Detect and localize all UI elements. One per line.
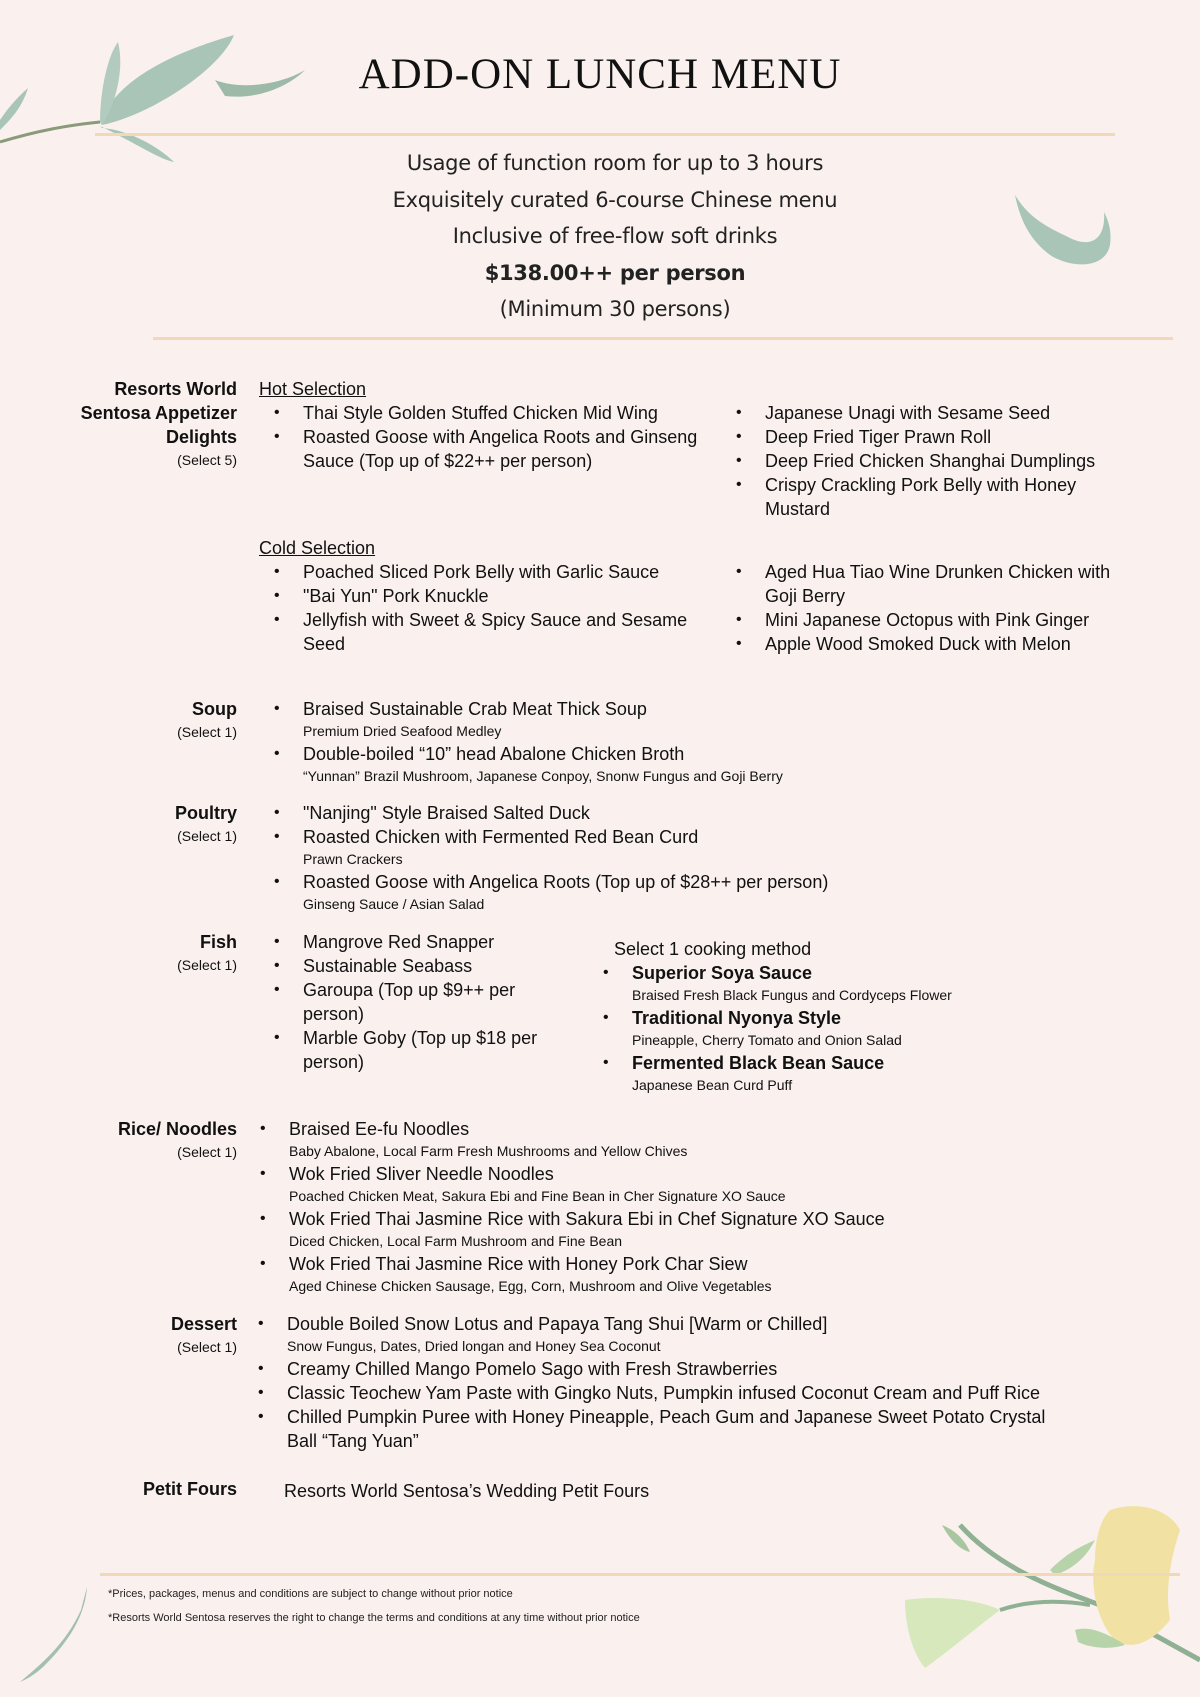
select-note: (Select 5) <box>177 452 237 468</box>
item-desc: “Yunnan” Brazil Mushroom, Japanese Conpoy, Snonw Fungus and Goji Berry <box>303 768 783 784</box>
summary-line: Usage of function room for up to 3 hours <box>406 151 824 175</box>
fish-list <box>259 930 559 1074</box>
item-name: Chilled Pumpkin Puree with Honey Pineapple, Peach Gum and Japanese Sweet Potato Crystal Ball “Tang Yuan” <box>287 1407 1046 1451</box>
item-desc: Premium Dried Seafood Medley <box>303 723 502 739</box>
list-item: • Mini Japanese Octopus with Pink Ginger <box>721 608 1141 632</box>
item-desc: Ginseng Sauce / Asian Salad <box>303 896 485 912</box>
label-text: Dessert <box>170 1314 237 1334</box>
list-item <box>259 801 1059 825</box>
select-note: (Select 1) <box>177 957 237 973</box>
package-summary <box>0 145 1200 328</box>
list-item: • Crispy Crackling Pork Belly with Honey Mustard <box>721 473 1141 521</box>
section-label <box>81 377 237 471</box>
list-item <box>245 1162 1145 1206</box>
label-line: Resorts World <box>114 379 237 399</box>
list-item: • Roasted Goose with Angelica Roots and Ginseng Sauce (Top up of $22++ per person) <box>259 425 699 473</box>
list-item: • Thai Style Golden Stuffed Chicken Mid Wing <box>259 401 699 425</box>
list-item <box>245 1207 1145 1251</box>
list-item <box>245 1117 1145 1161</box>
hot-right-list <box>721 401 1141 521</box>
item-name: Traditional Nyonya Style <box>632 1008 842 1028</box>
item-name: Fermented Black Bean Sauce <box>632 1053 885 1073</box>
section-label <box>118 1117 237 1163</box>
poultry-list <box>259 801 1059 915</box>
dessert-list <box>243 1312 1073 1453</box>
list-item: • Mangrove Red Snapper <box>259 930 559 954</box>
item-desc: Aged Chinese Chicken Sausage, Egg, Corn, Mushroom and Olive Vegetables <box>289 1278 772 1294</box>
section-label <box>177 930 237 976</box>
select-note: (Select 1) <box>177 1144 237 1160</box>
list-item <box>243 1405 1073 1453</box>
divider-intro <box>153 337 1173 340</box>
label-line: Delights <box>165 427 237 447</box>
list-item: • Japanese Unagi with Sesame Seed <box>721 401 1141 425</box>
hot-selection-heading: Hot Selection <box>259 379 367 399</box>
item-desc: Braised Fresh Black Fungus and Cordyceps Flower <box>632 987 952 1003</box>
list-item: • "Bai Yun" Pork Knuckle <box>259 584 699 608</box>
summary-line: Inclusive of free-flow soft drinks <box>452 224 778 248</box>
list-item: • Jellyfish with Sweet & Spicy Sauce and Sesame Seed <box>259 608 699 656</box>
cooking-method-list <box>588 961 1088 1096</box>
cold-left-list <box>259 560 699 656</box>
item-name: "Nanjing" Style Braised Salted Duck <box>303 803 590 823</box>
select-note: (Select 1) <box>177 724 237 740</box>
list-item <box>243 1312 1073 1356</box>
divider-top <box>95 133 1115 136</box>
label-text: Soup <box>192 699 237 719</box>
select-note: (Select 1) <box>177 828 237 844</box>
list-item: • Poached Sliced Pork Belly with Garlic Sauce <box>259 560 699 584</box>
item-desc: Poached Chicken Meat, Sakura Ebi and Fine Bean in Cher Signature XO Sauce <box>289 1188 786 1204</box>
item-name: Superior Soya Sauce <box>632 963 813 983</box>
item-desc: Baby Abalone, Local Farm Fresh Mushrooms and Yellow Chives <box>289 1143 688 1159</box>
list-item: • Aged Hua Tiao Wine Drunken Chicken with Goji Berry <box>721 560 1141 608</box>
cooking-method-heading: Select 1 cooking method <box>614 939 812 959</box>
label-text: Poultry <box>174 803 237 823</box>
item-name: Wok Fried Thai Jasmine Rice with Honey Pork Char Siew <box>289 1254 748 1274</box>
list-item: • Deep Fried Tiger Prawn Roll <box>721 425 1141 449</box>
summary-line: Exquisitely curated 6-course Chinese menu <box>392 187 838 212</box>
list-item <box>259 742 1059 786</box>
item-name: Braised Ee-fu Noodles <box>289 1119 470 1139</box>
hot-left-list <box>259 401 699 473</box>
footer-note: *Prices, packages, menus and conditions are subject to change without prior notice <box>108 1588 513 1600</box>
list-item: • Marble Goby (Top up $18 per person) <box>259 1026 559 1074</box>
price: $138.00++ per person <box>484 260 746 285</box>
item-name: Classic Teochew Yam Paste with Gingko Nuts, Pumpkin infused Coconut Cream and Puff Rice <box>287 1383 1041 1403</box>
page-title: ADD-ON LUNCH MENU <box>358 51 842 98</box>
label-line: Sentosa Appetizer <box>80 403 237 423</box>
list-item <box>588 1006 1088 1050</box>
section-label <box>177 697 237 743</box>
label-text: Rice/ Noodles <box>117 1119 237 1139</box>
list-item <box>259 697 1059 741</box>
item-desc: Diced Chicken, Local Farm Mushroom and Fine Bean <box>289 1233 623 1249</box>
item-name: Double Boiled Snow Lotus and Papaya Tang Shui [Warm or Chilled] <box>287 1314 828 1334</box>
item-name: Double-boiled “10” head Abalone Chicken Broth <box>303 744 685 764</box>
section-label <box>171 1312 237 1358</box>
label-text: Fish <box>199 932 237 952</box>
footer-note: *Resorts World Sentosa reserves the right to change the terms and conditions at any time without prior notice <box>108 1612 640 1624</box>
item-name: Creamy Chilled Mango Pomelo Sago with Fresh Strawberries <box>287 1359 778 1379</box>
list-item <box>588 1051 1088 1095</box>
item-desc: Prawn Crackers <box>303 851 403 867</box>
item-name: Wok Fried Thai Jasmine Rice with Sakura Ebi in Chef Signature XO Sauce <box>289 1209 885 1229</box>
item-desc: Japanese Bean Curd Puff <box>632 1077 793 1093</box>
leaf-icon <box>15 1585 95 1685</box>
section-label: Petit Fours <box>142 1479 237 1499</box>
item-name: Roasted Goose with Angelica Roots (Top up of $28++ per person) <box>303 872 829 892</box>
list-item <box>259 825 1059 869</box>
divider-footer <box>100 1573 1180 1576</box>
list-item <box>243 1381 1073 1405</box>
cold-right-list <box>721 560 1141 656</box>
select-note: (Select 1) <box>177 1339 237 1355</box>
list-item: • Apple Wood Smoked Duck with Melon <box>721 632 1141 656</box>
item-desc: Pineapple, Cherry Tomato and Onion Salad <box>632 1032 902 1048</box>
list-item <box>243 1357 1073 1381</box>
item-name: Wok Fried Sliver Needle Noodles <box>289 1164 554 1184</box>
item-name: Roasted Chicken with Fermented Red Bean Curd <box>303 827 699 847</box>
list-item: • Garoupa (Top up $9++ per person) <box>259 978 559 1026</box>
section-label <box>175 801 237 847</box>
soup-list <box>259 697 1059 787</box>
list-item <box>245 1252 1145 1296</box>
list-item: • Sustainable Seabass <box>259 954 559 978</box>
minimum-persons: (Minimum 30 persons) <box>499 297 731 321</box>
item-name: Braised Sustainable Crab Meat Thick Soup <box>303 699 647 719</box>
item-desc: Snow Fungus, Dates, Dried longan and Honey Sea Coconut <box>287 1338 661 1354</box>
petit-fours-value: Resorts World Sentosa’s Wedding Petit Fours <box>284 1481 650 1501</box>
list-item <box>259 870 1059 914</box>
cold-selection-heading: Cold Selection <box>259 538 376 558</box>
rice-list <box>245 1117 1145 1297</box>
list-item <box>588 961 1088 1005</box>
list-item: • Deep Fried Chicken Shanghai Dumplings <box>721 449 1141 473</box>
